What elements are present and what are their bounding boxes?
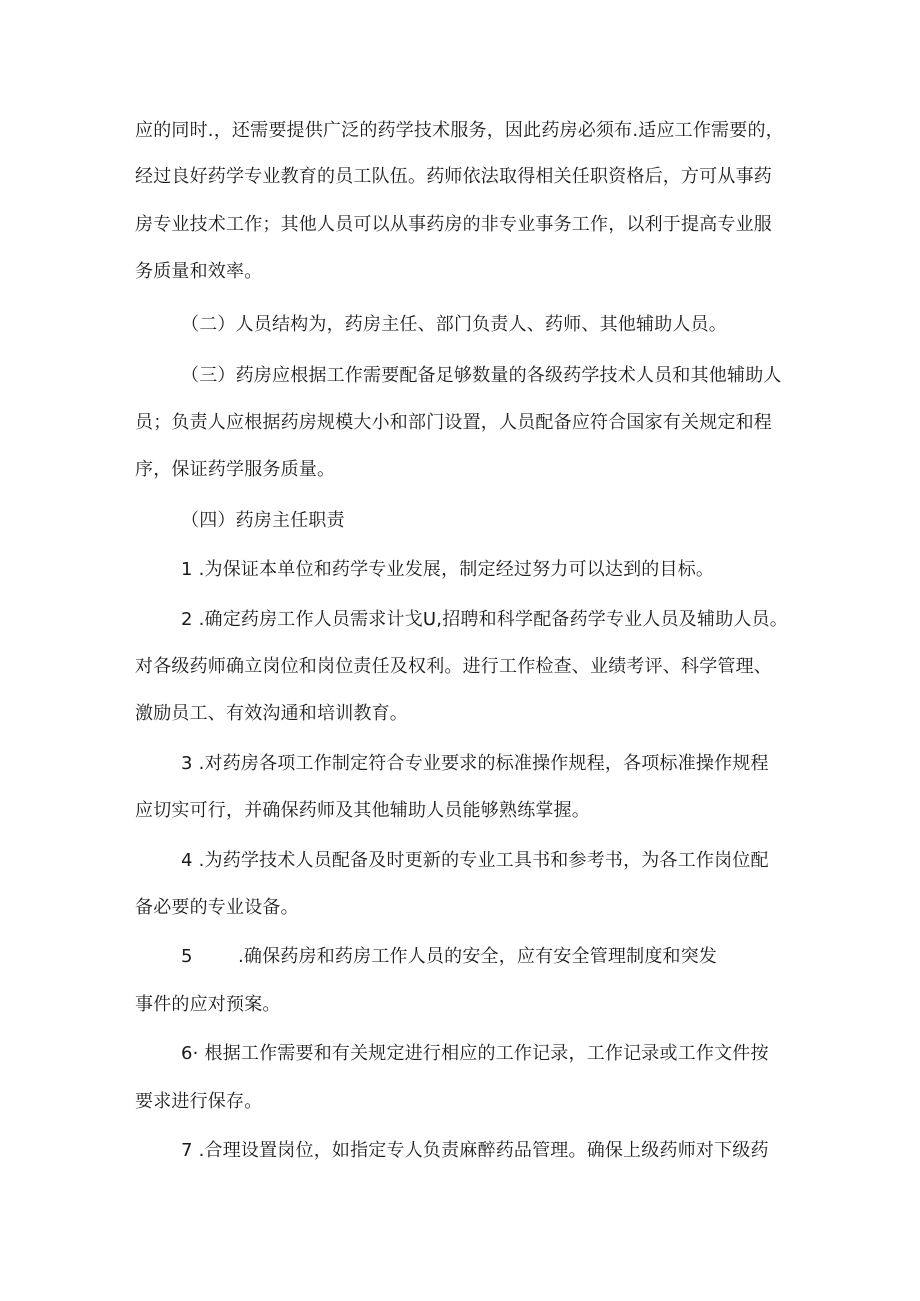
text-line: 房专业技术工作；其他人员可以从事药房的非专业事务工作，以利于提高专业服 (135, 214, 772, 235)
list-item: 1 .为保证本单位和药学专业发展，制定经过努力可以达到的目标。 (181, 559, 715, 580)
text-line: 应的同时.，还需要提供广泛的药学技术服务，因此药房必须布.适应工作需要的， (135, 120, 784, 141)
text-line: 事件的应对预案。 (135, 994, 281, 1015)
list-item: 7 .合理设置岗位，如指定专人负责麻醉药品管理。确保上级药师对下级药 (181, 1140, 769, 1161)
text-line: （三）药房应根据工作需要配备足够数量的各级药学技术人员和其他辅助人 (181, 365, 782, 386)
list-item: .确保药房和药房工作人员的安全，应有安全管理制度和突发 (238, 946, 718, 967)
list-item: 4 .为药学技术人员配备及时更新的专业工具书和参考书，为各工作岗位配 (181, 850, 769, 871)
text-line: （二）人员结构为，药房主任、部门负责人、药师、其他辅助人员。 (181, 314, 727, 335)
list-item: 2 .确定药房工作人员需求计戈U,招聘和科学配备药学专业人员及辅助人员。 (181, 609, 788, 630)
text-line: 序，保证药学服务质量。 (135, 459, 336, 480)
list-item-number: 5 (181, 946, 193, 967)
text-line: 激励员工、有效沟通和培训教育。 (135, 703, 408, 724)
section-heading: （四）药房主任职责 (181, 510, 345, 531)
text-line: 应切实可行，并确保药师及其他辅助人员能够熟练掌握。 (135, 800, 590, 821)
text-line: 对各级药师确立岗位和岗位责任及权利。进行工作检查、业绩考评、科学管理、 (135, 656, 772, 677)
text-line: 备必要的专业设备。 (135, 897, 299, 918)
text-line: 经过良好药学专业教育的员工队伍。药师依法取得相关任职资格后，方可从事药 (135, 166, 772, 187)
list-item: 6· 根据工作需要和有关规定进行相应的工作记录，工作记录或工作文件按 (181, 1043, 769, 1064)
list-item: 3 .对药房各项工作制定符合专业要求的标准操作规程，各项标准操作规程 (181, 753, 769, 774)
text-line: 要求进行保存。 (135, 1091, 263, 1112)
text-line: 员；负责人应根据药房规模大小和部门设置，人员配备应符合国家有关规定和程 (135, 412, 772, 433)
text-line: 务质量和效率。 (135, 261, 263, 282)
